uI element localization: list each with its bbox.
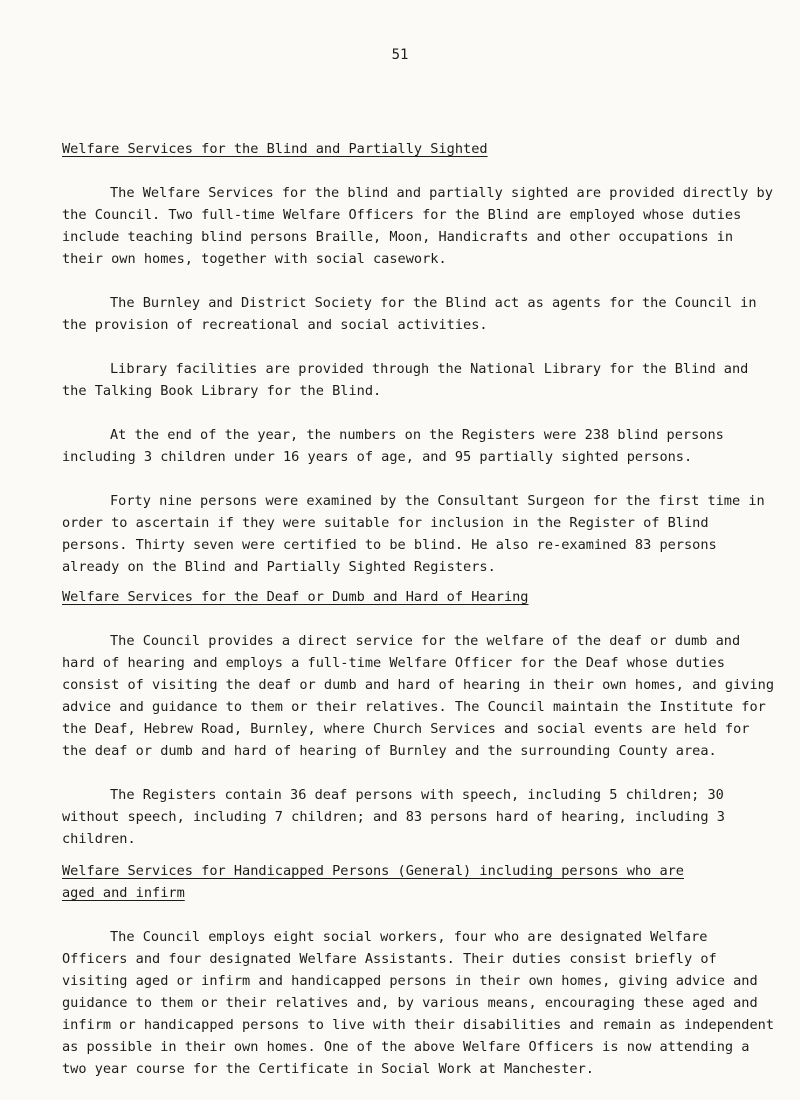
paragraph: The Council provides a direct service for the welfare of the deaf or dumb and hard of hearing and employs a full-time Welfare Officer for the Deaf whose duties consist of visiting the deaf or dumb and hard of hearing in their own homes, and giving advice and guidance to them or their relatives. The Council maintain the Institute for the Deaf, Hebrew Road, Burnley, where Church Services and social events are held for the deaf or dumb and hard of hearing of Burnley and the surrounding County area. xyxy=(62,633,775,759)
paragraph: The Council employs eight social workers, four who are designated Welfare Officers and four designated Welfare Assistants. Their duties consist briefly of visiting aged or infirm and handicapped persons in their own homes, giving advice and guidance to them or their relatives and, by various means, encouraging these aged and infirm or handicapped persons to live with their disabilities and remain as independent as possible in their own homes. One of the above Welfare Officers is now attending a two year course for the Certificate in Social Work at Manchester. xyxy=(62,929,775,1077)
page-number: 51 xyxy=(391,47,409,63)
section-heading: Welfare Services for Handicapped Persons (General) including persons who are aged and infirm xyxy=(62,863,684,901)
paragraph: At the end of the year, the numbers on the Registers were 238 blind persons including 3 children under 16 years of age, and 95 partially sighted persons. xyxy=(62,427,724,465)
paragraph: Forty nine persons were examined by the Consultant Surgeon for the first time in order to ascertain if they were suitable for inclusion in the Register of Blind persons. Thirty seven were certified to be blind. He also re-examined 83 persons already on the Blind and Partially Sighted Registers. xyxy=(62,493,765,575)
paragraph: The Welfare Services for the blind and partially sighted are provided directly by the Council. Two full-time Welfare Officers for the Blind are employed whose duties include teaching blind persons Braille, Moon, Handicrafts and other occupations in their own homes, together with social casework. xyxy=(62,185,773,267)
section-heading: Welfare Services for the Deaf or Dumb and Hard of Hearing xyxy=(62,589,529,605)
section-blind xyxy=(62,138,777,578)
paragraph: The Burnley and District Society for the Blind act as agents for the Council in the provision of recreational and social activities. xyxy=(62,295,757,333)
paragraph: The Registers contain 36 deaf persons with speech, including 5 children; 30 without speech, including 7 children; and 83 persons hard of hearing, including 3 children. xyxy=(62,787,725,847)
section-heading: Welfare Services for the Blind and Partially Sighted xyxy=(62,141,488,157)
paragraph: Library facilities are provided through the National Library for the Blind and the Talking Book Library for the Blind. xyxy=(62,361,749,399)
section-handicapped xyxy=(62,860,777,1080)
section-deaf xyxy=(62,586,777,850)
